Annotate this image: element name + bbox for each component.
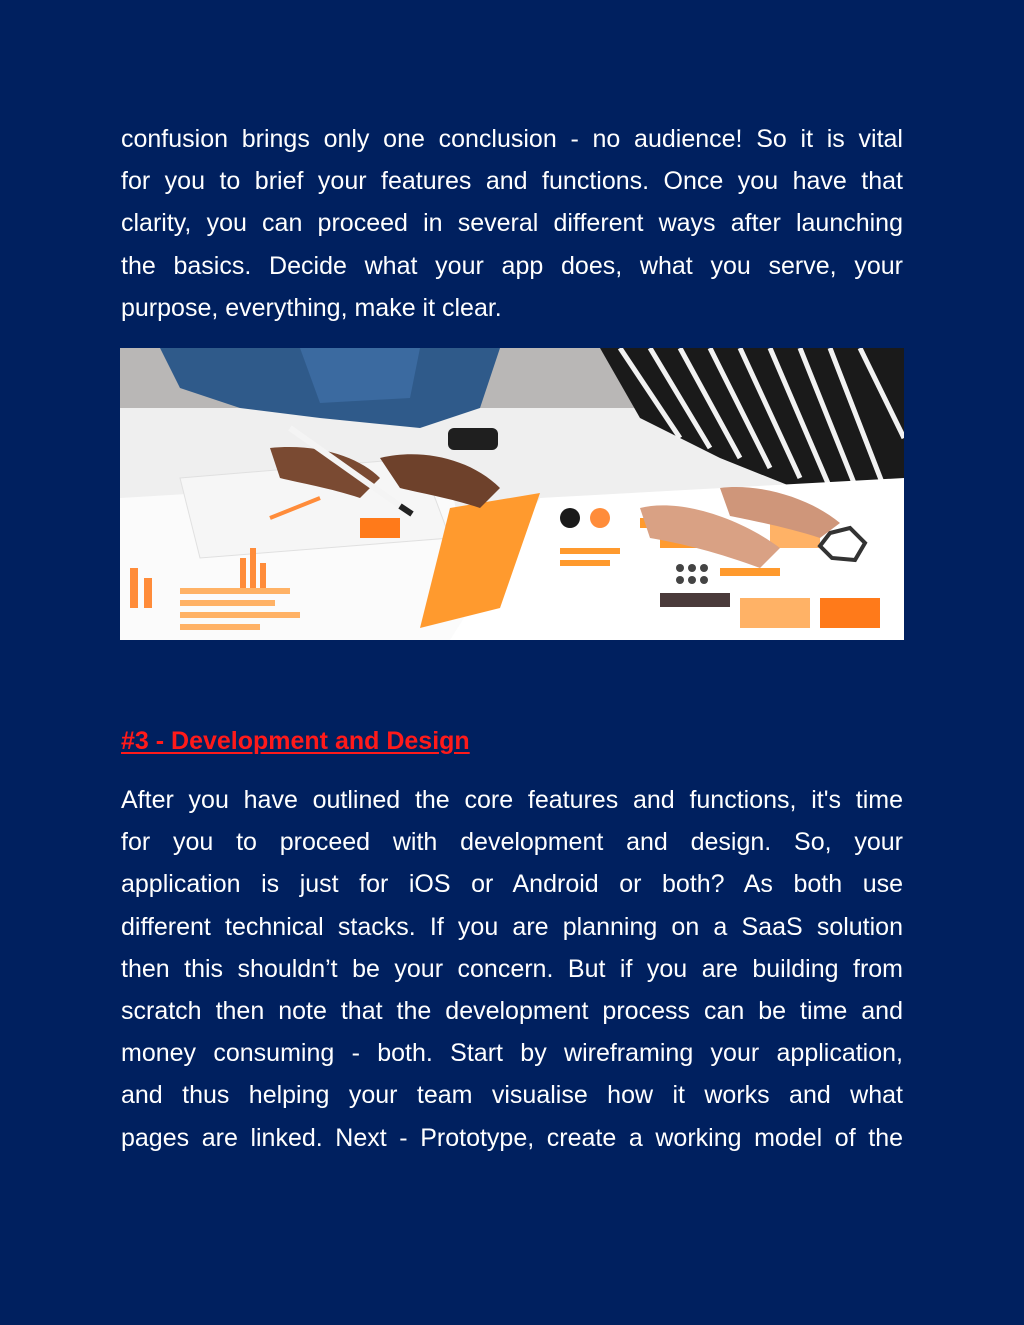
paragraph-line: After you have outlined the core features and functions, it's time xyxy=(121,786,903,814)
paragraph-line: money consuming - both. Start by wireframing your application, xyxy=(121,1039,903,1068)
paragraph-line: purpose, everything, make it clear. xyxy=(121,293,502,322)
paragraph-line: application is just for iOS or Android or both? As both use xyxy=(121,870,903,899)
office-planning-photo xyxy=(120,348,904,640)
paragraph-line: scratch then note that the development process can be time and xyxy=(121,997,903,1026)
paragraph-line: clarity, you can proceed in several different ways after launching xyxy=(121,209,903,238)
paragraph-line: confusion brings only one conclusion - no audience! So it is vital xyxy=(121,125,903,153)
paragraph-line: the basics. Decide what your app does, what you serve, your xyxy=(121,251,903,280)
intro-paragraph xyxy=(121,118,903,329)
development-design-paragraph xyxy=(121,779,903,1159)
paragraph-line: and thus helping your team visualise how it works and what xyxy=(121,1081,903,1110)
paragraph-line: then this shouldn’t be your concern. But if you are building from xyxy=(121,954,903,983)
paragraph-line: pages are linked. Next - Prototype, create a working model of the xyxy=(121,1123,903,1152)
paragraph-line: different technical stacks. If you are planning on a SaaS solution xyxy=(121,912,903,941)
paragraph-line: for you to brief your features and functions. Once you have that xyxy=(121,167,903,196)
photo-illustration xyxy=(120,348,904,640)
section-heading: #3 - Development and Design xyxy=(121,727,470,755)
paragraph-line: for you to proceed with development and design. So, your xyxy=(121,828,903,857)
